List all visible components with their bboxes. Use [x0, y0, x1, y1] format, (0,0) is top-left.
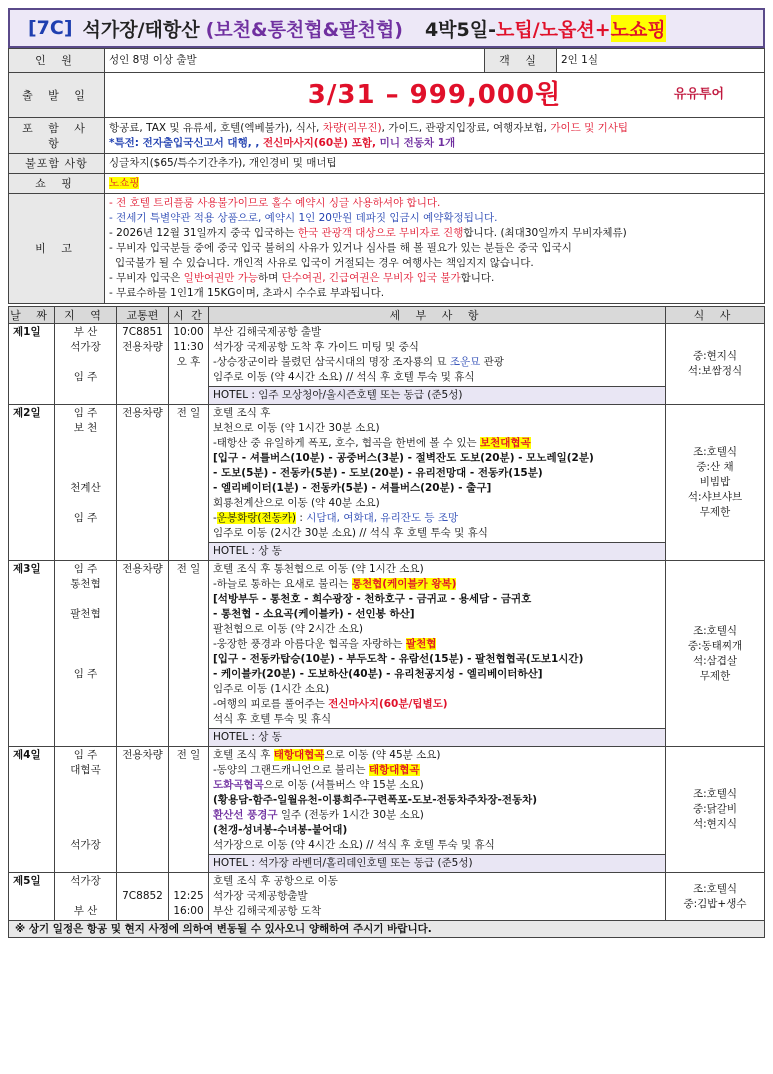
- detail-line: 석가장 국제공항 도착 후 가이드 미팅 및 중식: [213, 341, 419, 353]
- day-label: 제1일: [9, 324, 55, 405]
- day-label: 제4일: [9, 747, 55, 873]
- day-label: 제2일: [9, 405, 55, 561]
- day-transport: 전용차량: [117, 405, 169, 561]
- day-regions: 석가장 부 산: [55, 873, 117, 921]
- depart-label: 출 발 일: [9, 73, 105, 118]
- detail-line: 회룡천계산으로 이동 (약 40분 소요): [213, 497, 380, 509]
- detail-line: [입구 - 전동카탑승(10분) - 부두도착 - 유람선(15분) - 팔천협협곡(도보1시간): [213, 653, 584, 665]
- detail-line: [석방부두 - 통천호 - 희수광장 - 천하호구 - 금귀교 - 용세담 - 금귀호: [213, 593, 532, 605]
- room-label: 객 실: [485, 49, 557, 73]
- day-details: [209, 561, 666, 747]
- detail-line: -하늘로 통하는 요새로 불리는 통천협(케이블카 왕복): [213, 578, 457, 590]
- title-option: 노팁/노옵션+: [496, 18, 611, 41]
- detail-line: 임주로 이동 (2시간 30분 소요) // 석식 후 호텔 투숙 및 휴식: [213, 527, 488, 539]
- day-regions: 임 주 통천협 팔천협 임 주: [55, 561, 117, 747]
- depart-cell: [105, 73, 765, 118]
- detail-line: 석가장 국제공항출발: [213, 890, 308, 902]
- detail-line: -운봉화랑(전동카) : 시담대, 여화대, 유리잔도 등 조망: [213, 512, 459, 524]
- shopping-label: 쇼 핑: [9, 174, 105, 194]
- detail-line: -상승장군이라 불렸던 삼국시대의 명장 조자룡의 묘 조운묘 관광: [213, 356, 504, 368]
- room-value: 2인 1실: [557, 49, 765, 73]
- note-1: - 전 호텔 트리플룸 사용불가이므로 홀수 예약시 싱글 사용하셔야 합니다.: [109, 197, 441, 209]
- detail-line: 도화곡협곡으로 이동 (셔틀버스 약 15분 소요): [213, 779, 424, 791]
- note-4: - 무비자 입국분들 중에 중국 입국 불허의 사유가 있거나 심사를 해 볼 필요가 있는 분들은 중국 입국시: [109, 242, 572, 254]
- detail-line: 석식 후 호텔 투숙 및 휴식: [213, 713, 332, 725]
- note-7: - 무료수하물 1인1개 15KG이며, 초과시 수수료 부과됩니다.: [109, 287, 385, 299]
- hotel-info: HOTEL : 상 동: [209, 728, 665, 746]
- day-transport: 전용차량: [117, 747, 169, 873]
- header-time: 시 간: [169, 307, 209, 324]
- header-details: 세 부 사 항: [209, 307, 666, 324]
- agency-logo: 유유투어: [673, 87, 724, 102]
- detail-line: -동양의 그랜드캐니언으로 불리는 태항대협곡: [213, 764, 420, 776]
- page-title: [8, 8, 765, 48]
- detail-line: 임주로 이동 (약 4시간 소요) // 석식 후 호텔 투숙 및 휴식: [213, 371, 475, 383]
- notes-list: [105, 194, 765, 304]
- include-label: 포 함 사 항: [9, 118, 105, 154]
- detail-line: 호텔 조식 후 공항으로 이동: [213, 875, 338, 887]
- day-transport: 7C8851 전용차량: [117, 324, 169, 405]
- day-meals: 조:호텔식 중:산 채 비빔밥 석:샤브샤브 무제한: [666, 405, 765, 561]
- header-transport: 교통편: [117, 307, 169, 324]
- day-regions: 임 주 보 천 천계산 임 주: [55, 405, 117, 561]
- detail-line: -태항산 중 유일하게 폭포, 호수, 협곡을 한번에 볼 수 있는 보천대협곡: [213, 437, 531, 449]
- detail-line: - 엘리베이터(1분) - 전동카(5분) - 셔틀버스(20분) - 출구]: [213, 482, 492, 494]
- title-subtitle: (보천&통천협&팔천협): [205, 18, 403, 41]
- detail-line: (천갱-성녀봉-수녀봉-붙어대): [213, 824, 348, 836]
- notes-label: 비 고: [9, 194, 105, 304]
- detail-line: 석가장으로 이동 (약 4시간 소요) // 석식 후 호텔 투숙 및 휴식: [213, 839, 495, 851]
- title-duration: 4박5일-: [424, 18, 496, 41]
- note-6: - 무비자 입국은 일반여권만 가능하며 단수여권, 긴급여권은 무비자 입국 불가합니다.: [109, 272, 495, 284]
- day-label: 제5일: [9, 873, 55, 921]
- title-destination: 석가장/태항산: [82, 18, 200, 41]
- header-date: 날 짜: [9, 307, 55, 324]
- hotel-info: HOTEL : 상 동: [209, 542, 665, 560]
- note-3: - 2026년 12월 31일까지 중국 입국하는 한국 관광객 대상으로 무비자로 진행합니다. (최대30일까지 무비자체류): [109, 227, 627, 239]
- detail-line: [입구 - 셔틀버스(10분) - 공중버스(3분) - 절벽잔도 도보(20분) - 모노레일(2분): [213, 452, 594, 464]
- detail-line: -여행의 피로를 풀어주는 전신마사지(60분/팁별도): [213, 698, 448, 710]
- detail-line: (황용담-함주-일월유천-이룡희주-구련폭포-도보-전동차주차장-전동차): [213, 794, 538, 806]
- hotel-info: HOTEL : 임주 모상청아/울시즌호텔 또는 동급 (준5성): [209, 386, 665, 404]
- day-meals: 중:현지식 석:보쌈정식: [666, 324, 765, 405]
- footer-note: ※ 상기 일정은 항공 및 현지 사정에 의하여 변동될 수 있사오니 양해하여 주시기 바랍니다.: [8, 921, 765, 938]
- people-label: 인 원: [9, 49, 105, 73]
- day-meals: 조:호텔식 중:김밥+생수: [666, 873, 765, 921]
- people-value: 성인 8명 이상 출발: [105, 49, 485, 73]
- header-region: 지 역: [55, 307, 117, 324]
- detail-line: 팔천협으로 이동 (약 2시간 소요): [213, 623, 363, 635]
- day-regions: 부 산 석가장 임 주: [55, 324, 117, 405]
- detail-line: 부산 김해국제공항 도착: [213, 905, 322, 917]
- day-meals: 조:호텔식 중:닭갈비 석:현지식: [666, 747, 765, 873]
- day-row: [9, 561, 765, 747]
- day-details: [209, 324, 666, 405]
- note-2: - 전세기 특별약관 적용 상품으로, 예약시 1인 20만원 데파짓 입금시 예약확정됩니다.: [109, 212, 498, 224]
- detail-line: 호텔 조식 후 태항대협곡으로 이동 (약 45분 소요): [213, 749, 441, 761]
- day-details: [209, 747, 666, 873]
- detail-line: 호텔 조식 후: [213, 407, 271, 419]
- day-time: 전 일: [169, 747, 209, 873]
- day-time: 10:00 11:30 오 후: [169, 324, 209, 405]
- exclude-value: 싱글차지($65/특수기간추가), 개인경비 및 매너팁: [105, 154, 765, 174]
- price-text: 3/31 – 999,000원: [307, 79, 562, 110]
- shopping-value-cell: [105, 174, 765, 194]
- day-transport: 7C8852: [117, 873, 169, 921]
- detail-line: - 통천협 - 소요곡(케이블카) - 선인봉 하산]: [213, 608, 415, 620]
- day-time: 전 일: [169, 561, 209, 747]
- day-details: [209, 405, 666, 561]
- hotel-info: HOTEL : 석가장 라벤더/홀리데인호텔 또는 동급 (준5성): [209, 854, 665, 872]
- shopping-value: 노쇼핑: [109, 177, 140, 189]
- day-label: 제3일: [9, 561, 55, 747]
- note-5: 입국불가 될 수 있습니다. 개인적 사유로 입국이 거절되는 경우 여행사는 책임지지 않습니다.: [115, 257, 534, 269]
- day-row: [9, 747, 765, 873]
- day-details: [209, 873, 666, 921]
- day-row: [9, 405, 765, 561]
- detail-line: 임주로 이동 (1시간 소요): [213, 683, 330, 695]
- detail-line: - 케이블카(20분) - 도보하산(40분) - 유리천공지성 - 엘리베이터하산]: [213, 668, 543, 680]
- detail-line: 환산선 풍경구 일주 (전동카 1시간 30분 소요): [213, 809, 424, 821]
- day-transport: 전용차량: [117, 561, 169, 747]
- day-time: 전 일: [169, 405, 209, 561]
- day-row: [9, 873, 765, 921]
- day-time: 12:25 16:00: [169, 873, 209, 921]
- exclude-label: 불포함 사항: [9, 154, 105, 174]
- day-row: [9, 324, 765, 405]
- day-regions: 임 주 대협곡 석가장: [55, 747, 117, 873]
- detail-line: - 도보(5분) - 전동카(5분) - 도보(20분) - 유리전망대 - 전동카(15분): [213, 467, 543, 479]
- include-value: 항공료, TAX 및 유류세, 호텔(엑베불가), 식사, 차량(리무진), 가이드, 관광지입장료, 여행자보험, 가이드 및 기사팁 *특전: 전자출입국신고서 대행, , 전신마사지(60분) 포함, 미니 전동차 1개: [105, 118, 765, 154]
- detail-line: 호텔 조식 후 통천협으로 이동 (약 1시간 소요): [213, 563, 424, 575]
- info-table: [8, 48, 765, 304]
- detail-line: 보천으로 이동 (약 1시간 30분 소요): [213, 422, 380, 434]
- itinerary-table: [8, 306, 765, 921]
- detail-line: 부산 김해국제공항 출발: [213, 326, 322, 338]
- title-shopping: 노쇼핑: [611, 15, 666, 42]
- header-meals: 식 사: [666, 307, 765, 324]
- itinerary-days: [9, 324, 765, 921]
- title-code: [7C]: [28, 17, 73, 39]
- detail-line: -웅장한 풍경과 아름다운 협곡을 자랑하는 팔천협: [213, 638, 437, 650]
- day-meals: 조:호텔식 중:동태찌개 석:삼겹살 무제한: [666, 561, 765, 747]
